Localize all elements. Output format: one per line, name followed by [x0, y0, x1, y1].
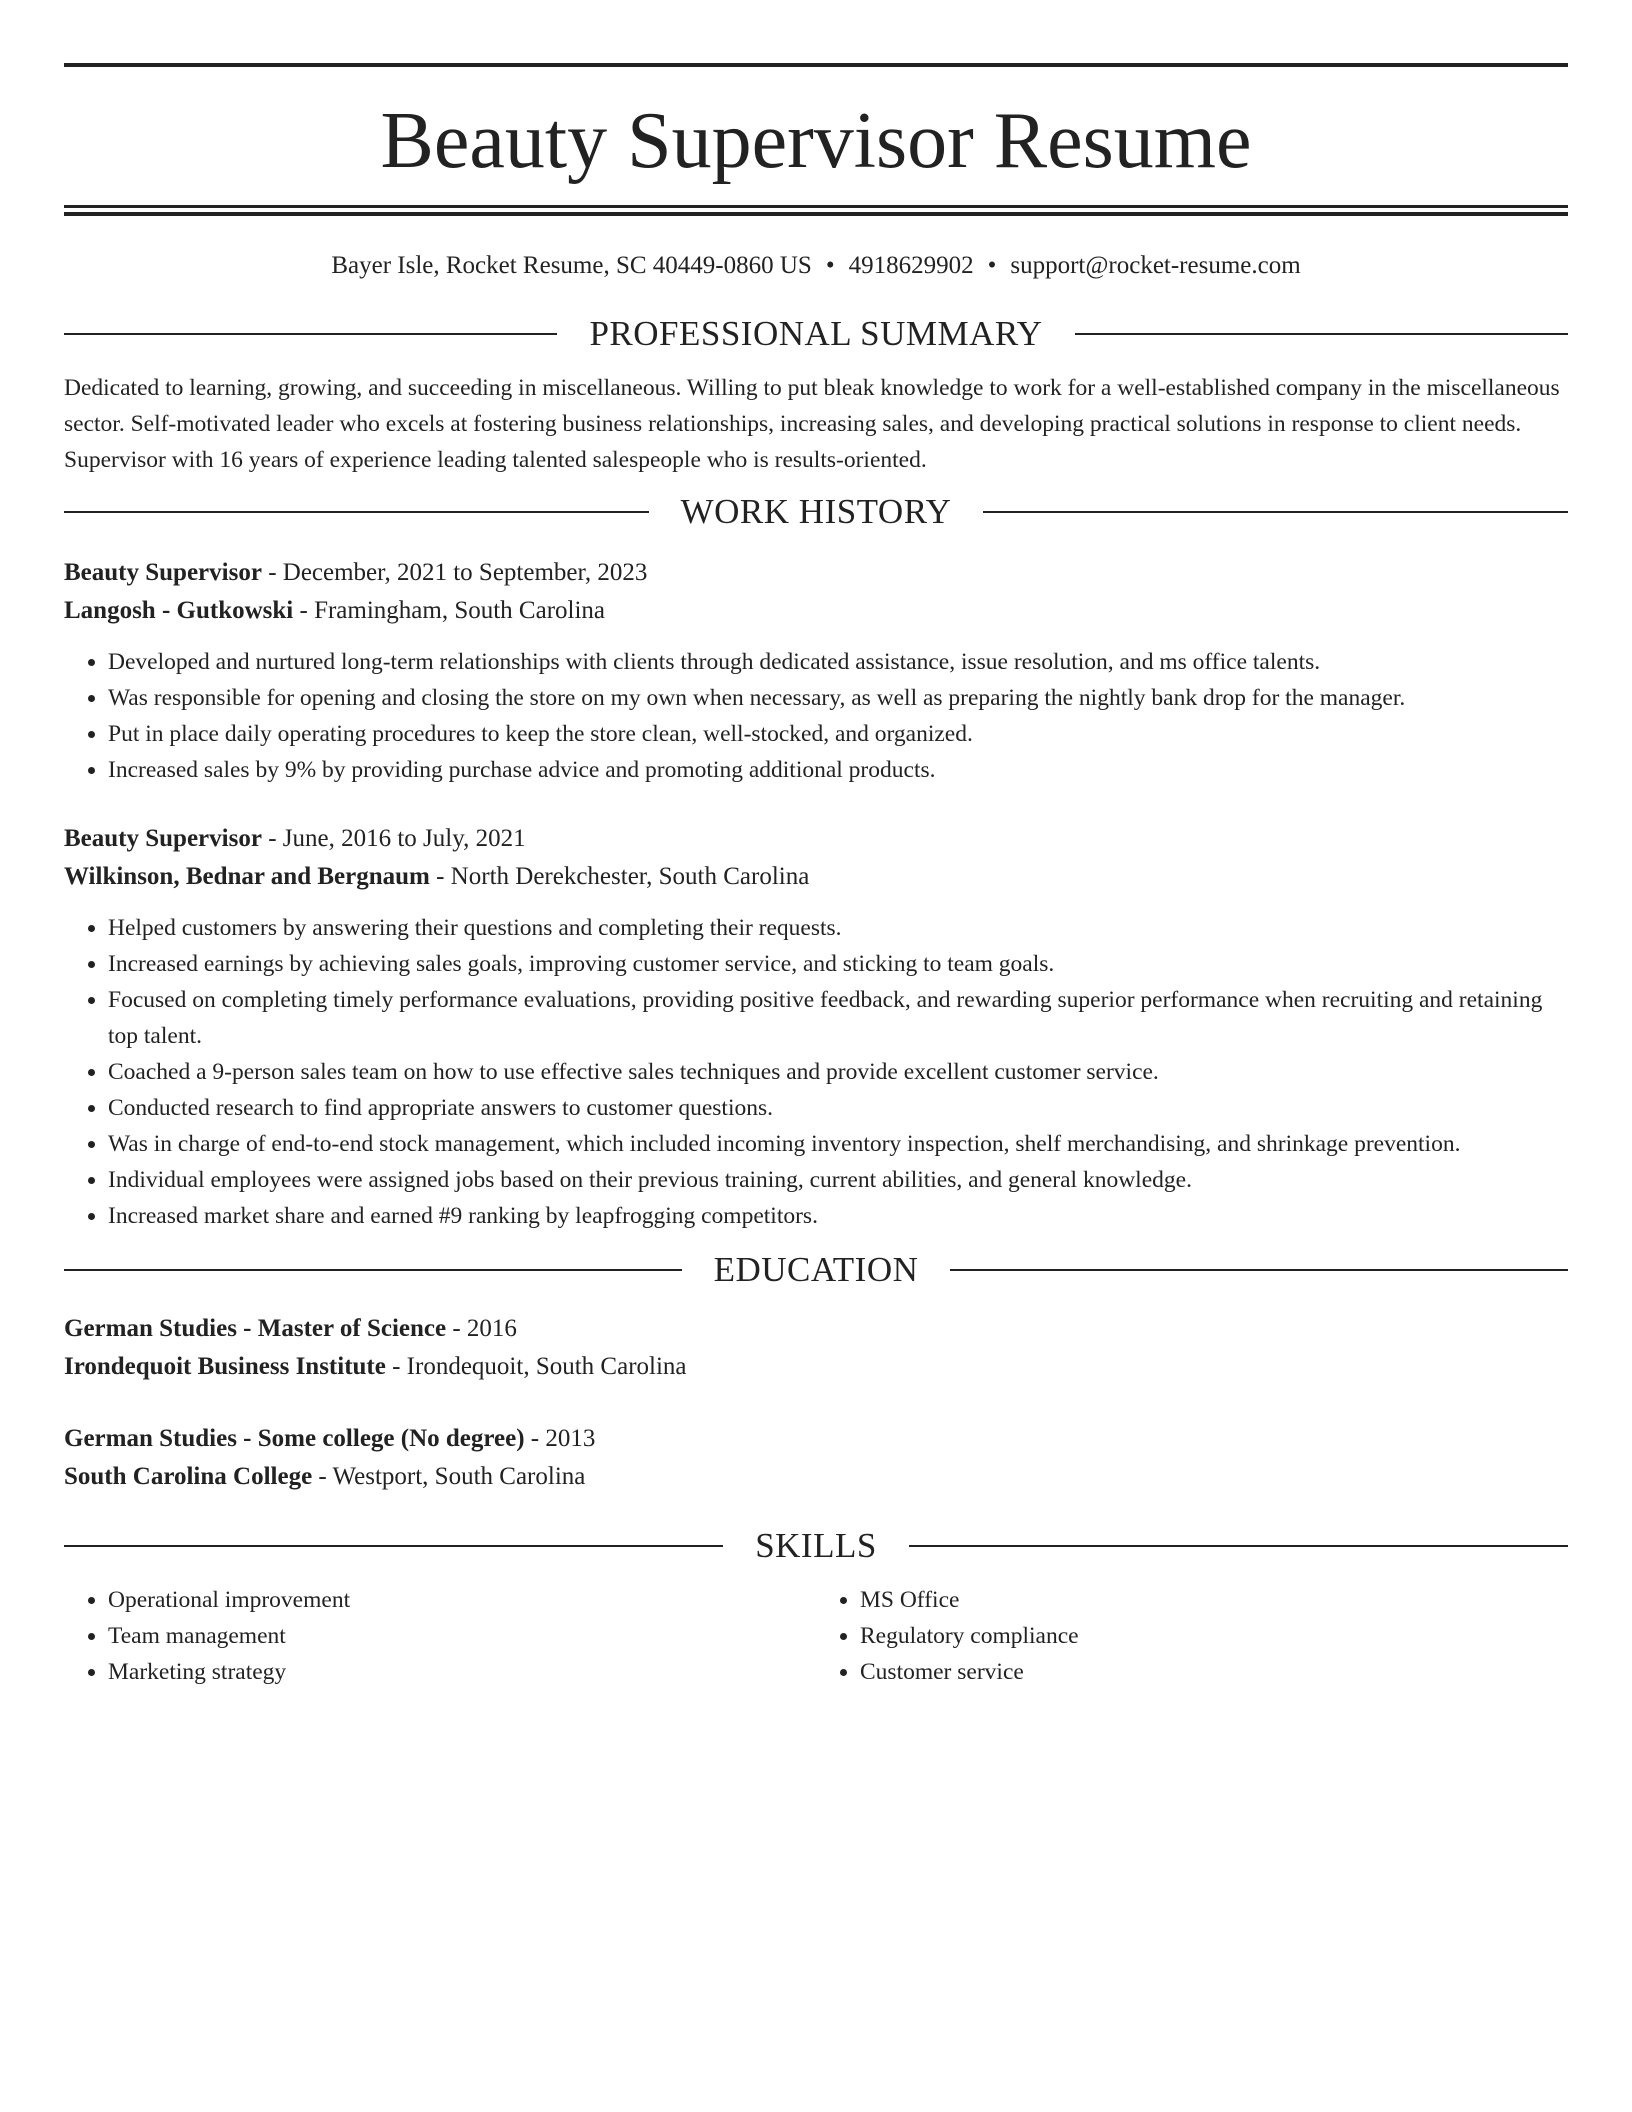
- contact-address: Bayer Isle, Rocket Resume, SC 40449-0860 US: [331, 252, 812, 279]
- contact-email[interactable]: support@rocket-resume.com: [1010, 252, 1301, 279]
- job-title-line: [64, 820, 1568, 858]
- list-item: • Focused on completing timely performance evaluations, providing positive feedback, and rewarding superior performance when recruiting and retaining top talent.: [108, 982, 1568, 1054]
- education-year: - 2016: [446, 1315, 517, 1342]
- section-rule-left: [64, 511, 649, 513]
- list-item: • Increased sales by 9% by providing purchase advice and promoting additional products.: [108, 752, 1568, 788]
- section-rule-left: [64, 1269, 682, 1271]
- resume-page: [64, 0, 1568, 1690]
- education-school-line: [64, 1458, 1568, 1496]
- list-item: • Regulatory compliance: [860, 1618, 1568, 1654]
- education-degree: German Studies - Some college (No degree): [64, 1425, 525, 1452]
- job-dates: - December, 2021 to September, 2023: [261, 559, 648, 586]
- contact-phone: 4918629902: [848, 252, 974, 279]
- list-item: • Increased market share and earned #9 ranking by leapfrogging competitors.: [108, 1198, 1568, 1234]
- list-item: • Customer service: [860, 1654, 1568, 1690]
- list-item: • Conducted research to find appropriate answers to customer questions.: [108, 1090, 1568, 1126]
- list-item: • Individual employees were assigned jobs based on their previous training, current abilities, and general knowledge.: [108, 1162, 1568, 1198]
- contact-line: [64, 250, 1568, 282]
- list-item: • Helped customers by answering their questions and completing their requests.: [108, 910, 1568, 946]
- section-header-skills: [64, 1526, 1568, 1566]
- job-location: - North Derekchester, South Carolina: [429, 863, 810, 890]
- education-degree: German Studies - Master of Science: [64, 1315, 447, 1342]
- education-school-line: [64, 1348, 1568, 1386]
- section-header-summary: [64, 314, 1568, 354]
- section-title-work: WORK HISTORY: [680, 492, 952, 531]
- education-location: - Irondequoit, South Carolina: [385, 1353, 687, 1380]
- list-item: • Coached a 9-person sales team on how to use effective sales techniques and provide excellent customer service.: [108, 1054, 1568, 1090]
- job-company-line: [64, 592, 1568, 630]
- list-item: • Operational improvement: [108, 1582, 816, 1618]
- list-item: • MS Office: [860, 1582, 1568, 1618]
- job-title: Beauty Supervisor: [64, 825, 262, 852]
- list-item: • Marketing strategy: [108, 1654, 816, 1690]
- page-title: Beauty Supervisor Resume: [380, 97, 1252, 185]
- education-entry: [64, 1310, 1568, 1386]
- job-dates: - June, 2016 to July, 2021: [261, 825, 526, 852]
- list-item: • Was in charge of end-to-end stock management, which included incoming inventory inspection, shelf merchandising, and shrinkage prevention.: [108, 1126, 1568, 1162]
- education-degree-line: [64, 1310, 1568, 1348]
- job-entry: [64, 554, 1568, 788]
- list-item: • Was responsible for opening and closing the store on my own when necessary, as well as preparing the nightly bank drop for the manager.: [108, 680, 1568, 716]
- contact-separator: •: [987, 252, 997, 279]
- job-company: Wilkinson, Bednar and Bergnaum: [64, 863, 430, 890]
- job-entry: [64, 820, 1568, 1234]
- job-bullets: [64, 910, 1568, 1234]
- section-title-skills: SKILLS: [755, 1526, 877, 1565]
- section-title-summary: PROFESSIONAL SUMMARY: [589, 314, 1043, 353]
- job-title-line: [64, 554, 1568, 592]
- section-title-education: EDUCATION: [713, 1250, 919, 1289]
- section-rule-right: [909, 1545, 1568, 1547]
- job-company-line: [64, 858, 1568, 896]
- skills-list: [64, 1582, 1568, 1690]
- education-school: South Carolina College: [64, 1463, 313, 1490]
- section-rule-left: [64, 333, 557, 335]
- section-rule-right: [983, 511, 1568, 513]
- education-school: Irondequoit Business Institute: [64, 1353, 386, 1380]
- list-item: • Put in place daily operating procedures to keep the store clean, well-stocked, and organized.: [108, 716, 1568, 752]
- top-rule: [64, 63, 1568, 67]
- education-degree-line: [64, 1420, 1568, 1458]
- contact-separator: •: [825, 252, 835, 279]
- title-double-rule: [64, 205, 1568, 216]
- summary-text: Dedicated to learning, growing, and succeeding in miscellaneous. Willing to put bleak knowledge to work for a well-established company in the miscellaneous sector. Self-motivated leader who excels at fostering business relationships, increasing sales, and developing practical solutions in response to client needs. Supervisor with 16 years of experience leading talented salespeople who is results-oriented.: [64, 375, 1560, 473]
- list-item: • Developed and nurtured long-term relationships with clients through dedicated assistance, issue resolution, and ms office talents.: [108, 644, 1568, 680]
- education-location: - Westport, South Carolina: [312, 1463, 586, 1490]
- job-bullets: [64, 644, 1568, 788]
- section-rule-left: [64, 1545, 723, 1547]
- section-header-work: [64, 492, 1568, 532]
- section-rule-right: [950, 1269, 1568, 1271]
- list-item: • Team management: [108, 1618, 816, 1654]
- section-rule-right: [1075, 333, 1568, 335]
- education-year: - 2013: [524, 1425, 596, 1452]
- job-title: Beauty Supervisor: [64, 559, 262, 586]
- job-location: - Framingham, South Carolina: [293, 597, 606, 624]
- section-header-education: [64, 1250, 1568, 1290]
- list-item: • Increased earnings by achieving sales goals, improving customer service, and sticking to team goals.: [108, 946, 1568, 982]
- job-company: Langosh - Gutkowski: [64, 597, 294, 624]
- education-entry: [64, 1420, 1568, 1496]
- skills-column-left: [64, 1582, 816, 1690]
- skills-column-right: [816, 1582, 1568, 1690]
